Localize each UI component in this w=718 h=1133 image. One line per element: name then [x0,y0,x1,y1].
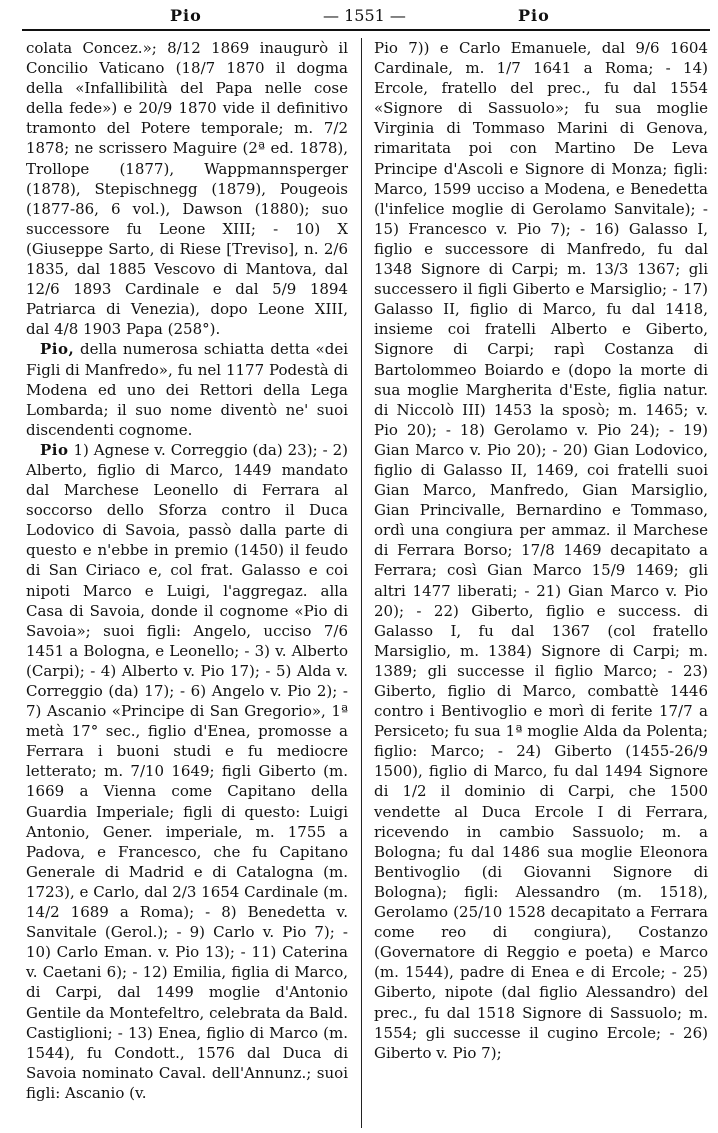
entry-pio-members [26,440,348,1103]
left-column [26,38,348,1103]
entry-lemma: Pio, [40,340,75,359]
column-divider [361,38,362,1128]
columns [26,38,710,1133]
entry-text: della numerosa schiatta detta «dei Figli di Manfredo», fu nel 1177 Podestà di Modena ed uno dei Rettori della Lega Lombarda; il suo nome diventò ne' suoi discendenti cognome. [26,340,348,439]
entry-text: colata Concez.»; 8/12 1869 inaugurò il Concilio Vaticano (18/7 1870 il dogma della «Infallibilità del Papa nelle cose della fede») e 20/9 1870 vide il definitivo tramonto del Potere temporale; m. 7/2 1878; ne scrissero Maguire (2ª ed. 1878), Trollope (1877), Wappmannsperger (1878), Stepischnegg (1879), Pougeois (1877-86, 6 vol.), Dawson (1880); suo successore fu Leone XIII; - 10) X (Giuseppe Sarto, di Riese [Treviso], n. 2/6 1835, dal 1885 Vescovo di Mantova, dal 12/6 1893 Cardinale e dal 5/9 1894 Patriarca di Venezia), dopo Leone XIII, dal 4/8 1903 Papa (258°). [26,39,348,339]
entry-lemma: Pio [40,440,69,459]
header-left-word: Pio [170,6,202,25]
header-rule [22,29,710,31]
entry-continuation [374,38,708,1063]
entry-continuation [26,38,348,339]
entry-text: 1) Agnese v. Correggio (da) 23); - 2) Alberto, figlio di Marco, 1449 mandato dal Marchese Leonello di Ferrara al soccorso dello Sforza contro il Duca Lodovico di Savoia, passò dalla parte di questo e n'ebbe in premio (1450) il feudo di San Ciriaco e, col frat. Galasso e coi nipoti Marco e Luigi, l'aggregaz. alla Casa di Savoia, donde il cognome «Pio di Savoia»; suoi figli: Angelo, ucciso 7/6 1451 a Bologna, e Leonello; - 3) v. Alberto (Carpi); - 4) Alberto v. Pio 17); - 5) Alda v. Correggio (da) 17); - 6) Angelo v. Pio 2); - 7) Ascanio «Principe di San Gregorio», 1ª metà 17° sec., figlio d'Enea, promosse a Ferrara i buoni studi e fu mediocre letterato; m. 7/10 1649; figli Giberto (m. 1669 a Vienna come Capitano della Guardia Imperiale; figli di questo: Luigi Antonio, Gener. imperiale, m. 1755 a Padova, e Francesco, che fu Capitano Generale di Madrid e di Catalogna (m. 1723), e Carlo, dal 2/3 1654 Cardinale (m. 14/2 1689 a Roma); - 8) Benedetta v. Sanvitale (Gerol.); - 9) Carlo v. Pio 7); - 10) Carlo Eman. v. Pio 13); - 11) Caterina v. Caetani 6); - 12) Emilia, figlia di Marco, di Carpi, dal 1499 moglie d'Antonio Gentile da Montefeltro, celebrata da Bald. Castiglioni; - 13) Enea, figlio di Marco (m. 1544), fu Condott., 1576 dal Duca di Savoia nominato Caval. dell'Annunz.; suoi figli: Ascanio (v. [26,440,349,1102]
page-header [0,4,718,28]
entry-pio-family [26,339,348,439]
header-right-word: Pio [518,6,550,25]
entry-text: Pio 7)) e Carlo Emanuele, dal 9/6 1604 Cardinale, m. 1/7 1641 a Roma; - 14) Ercole, fratello del prec., fu dal 1554 «Signore di Sassuolo»; fu sua moglie Virginia di Tommaso Marini di Genova, rimaritata poi con Martino De Leva Principe d'Ascoli e Signore di Monza; figli: Marco, 1599 ucciso a Modena, e Benedetta (l'infelice moglie di Gerolamo Sanvitale); - 15) Francesco v. Pio 7); - 16) Galasso I, figlio e successore di Manfredo, fu dal 1348 Signore di Carpi; m. 13/3 1367; gli successero il figli Giberto e Marsiglio; - 17) Galasso II, figlio di Marco, fu dal 1418, insieme coi fratelli Alberto e Giberto, Signore di Carpi; rapì Costanza di Bartolommeo Boiardo e (dopo la morte di sua moglie Margherita d'Este, figlia natur. di Niccolò III) 1453 la sposò; m. 1465; v. Pio 20); - 18) Gerolamo v. Pio 24); - 19) Gian Marco v. Pio 20); - 20) Gian Lodovico, figlio di Galasso II, 1469, coi fratelli suoi Gian Marco, Manfredo, Gian Marsiglio, Gian Princivalle, Bernardino e Tommaso, ordì una congiura per ammaz. il Marchese di Ferrara Borso; 17/8 1469 decapitato a Ferrara; così Gian Marco 15/9 1469; gli altri 1477 liberati; - 21) Gian Marco v. Pio 20); - 22) Giberto, figlio e success. di Galasso I, fu dal 1367 (col fratello Marsiglio, m. 1384) Signore di Carpi; m. 1389; gli successe il figlio Marco; - 23) Giberto, figlio di Marco, combattè 1446 contro i Bentivoglio e morì di ferite 17/7 a Persiceto; fu sua 1ª moglie Alda da Polenta; figlio: Marco; - 24) Giberto (1455-26/9 1500), figlio di Marco, fu dal 1494 Signore di 1/2 il dominio di Carpi, che 1500 vendette al Duca Ercole I di Ferrara, ricevendo in cambio Sassuolo; m. a Bologna; fu dal 1486 sua moglie Eleonora Bentivoglio (di Giovanni Signore di Bologna); figli: Alessandro (m. 1518), Gerolamo (25/10 1528 decapitato a Ferrara come reo di congiura), Costanzo (Governatore di Reggio e poeta) e Marco (m. 1544), padre di Enea e di Ercole; - 25) Giberto, nipote (dal figlio Alessandro) del prec., fu dal 1518 Signore di Sassuolo; m. 1554; gli successe il cugino Ercole; - 26) Giberto v. Pio 7); [374,39,708,1062]
page-number: — 1551 — [323,6,406,25]
right-column [374,38,708,1063]
